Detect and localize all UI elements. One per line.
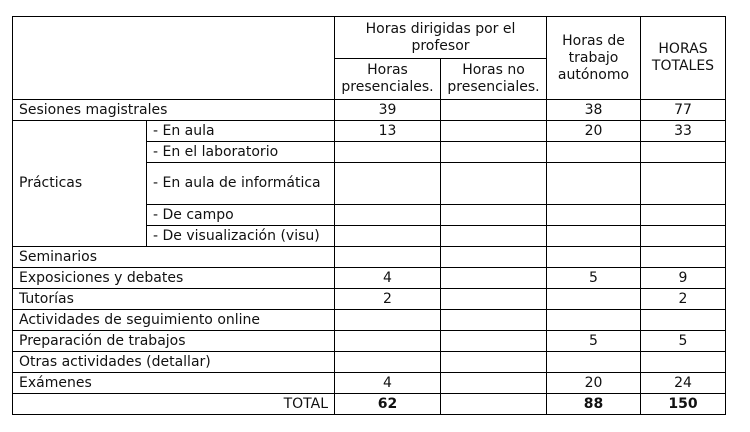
cell-total: 9 <box>641 268 726 289</box>
cell-autonomous: 38 <box>547 100 641 121</box>
cell-autonomous <box>547 247 641 268</box>
row-label: - En aula <box>147 121 335 142</box>
cell-total <box>641 247 726 268</box>
hours-table <box>12 16 726 415</box>
row-label: Actividades de seguimiento online <box>13 310 335 331</box>
cell-total <box>641 205 726 226</box>
cell-presential: 39 <box>335 100 441 121</box>
cell-presential: 4 <box>335 268 441 289</box>
total-total: 150 <box>641 394 726 415</box>
cell-total: 33 <box>641 121 726 142</box>
table-row-tutorias <box>13 289 726 310</box>
cell-presential <box>335 226 441 247</box>
table-row-examenes <box>13 373 726 394</box>
cell-autonomous <box>547 142 641 163</box>
cell-total: 5 <box>641 331 726 352</box>
cell-autonomous <box>547 205 641 226</box>
table-row-exposiciones <box>13 268 726 289</box>
table-row-seguimiento-online <box>13 310 726 331</box>
row-label: Seminarios <box>13 247 335 268</box>
header-total-hours: HORAS TOTALES <box>641 17 726 100</box>
cell-presential: 4 <box>335 373 441 394</box>
cell-autonomous <box>547 163 641 205</box>
cell-nonpresential <box>441 373 547 394</box>
cell-presential: 2 <box>335 289 441 310</box>
cell-total: 24 <box>641 373 726 394</box>
cell-nonpresential <box>441 352 547 373</box>
row-label: - De campo <box>147 205 335 226</box>
cell-nonpresential <box>441 142 547 163</box>
row-label: Sesiones magistrales <box>13 100 335 121</box>
cell-autonomous: 5 <box>547 268 641 289</box>
header-directed-hours: Horas dirigidas por el profesor <box>335 17 547 59</box>
cell-autonomous: 20 <box>547 121 641 142</box>
cell-nonpresential <box>441 205 547 226</box>
table-row-seminarios <box>13 247 726 268</box>
hours-table-container <box>12 16 726 415</box>
cell-autonomous <box>547 289 641 310</box>
total-label: TOTAL <box>13 394 335 415</box>
table-row-preparacion-trabajos <box>13 331 726 352</box>
cell-nonpresential <box>441 121 547 142</box>
cell-total <box>641 310 726 331</box>
header-autonomous-hours: Horas de trabajo autónomo <box>547 17 641 100</box>
cell-autonomous <box>547 226 641 247</box>
cell-presential <box>335 247 441 268</box>
total-autonomous: 88 <box>547 394 641 415</box>
cell-presential <box>335 331 441 352</box>
cell-autonomous <box>547 310 641 331</box>
row-label: Exposiciones y debates <box>13 268 335 289</box>
cell-total <box>641 352 726 373</box>
cell-nonpresential <box>441 331 547 352</box>
cell-presential <box>335 310 441 331</box>
total-nonpresential <box>441 394 547 415</box>
cell-presential <box>335 205 441 226</box>
cell-autonomous: 20 <box>547 373 641 394</box>
header-nonpresential-hours: Horas no presenciales. <box>441 59 547 100</box>
row-label: Otras actividades (detallar) <box>13 352 335 373</box>
cell-nonpresential <box>441 163 547 205</box>
header-row-1 <box>13 17 726 59</box>
practicas-group-label: Prácticas <box>13 121 147 247</box>
cell-nonpresential <box>441 100 547 121</box>
row-label: - En aula de informática <box>147 163 335 205</box>
cell-nonpresential <box>441 226 547 247</box>
table-row-practicas-aula <box>13 121 726 142</box>
row-label: - En el laboratorio <box>147 142 335 163</box>
cell-autonomous: 5 <box>547 331 641 352</box>
row-label: Tutorías <box>13 289 335 310</box>
cell-presential <box>335 142 441 163</box>
cell-presential: 13 <box>335 121 441 142</box>
table-row-total <box>13 394 726 415</box>
table-row-magistrales <box>13 100 726 121</box>
row-label: Preparación de trabajos <box>13 331 335 352</box>
cell-autonomous <box>547 352 641 373</box>
table-row-otras-actividades <box>13 352 726 373</box>
cell-total: 2 <box>641 289 726 310</box>
header-presential-hours: Horas presenciales. <box>335 59 441 100</box>
cell-nonpresential <box>441 268 547 289</box>
header-empty-cell <box>13 17 335 100</box>
total-presential: 62 <box>335 394 441 415</box>
cell-total <box>641 226 726 247</box>
cell-total <box>641 163 726 205</box>
row-label: - De visualización (visu) <box>147 226 335 247</box>
cell-total <box>641 142 726 163</box>
cell-nonpresential <box>441 310 547 331</box>
row-label: Exámenes <box>13 373 335 394</box>
cell-presential <box>335 352 441 373</box>
cell-nonpresential <box>441 289 547 310</box>
cell-total: 77 <box>641 100 726 121</box>
cell-nonpresential <box>441 247 547 268</box>
cell-presential <box>335 163 441 205</box>
